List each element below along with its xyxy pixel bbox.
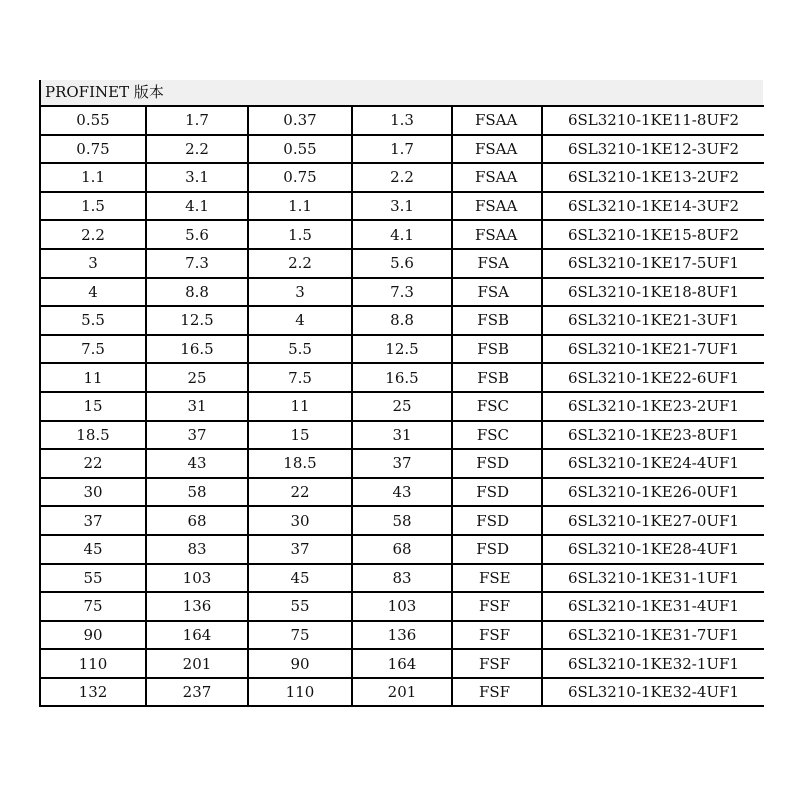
table-row — [40, 220, 764, 249]
rated-power-cell: 15 — [40, 392, 146, 421]
frame-size-cell: FSD — [452, 478, 542, 507]
power-low-overload-cell: 90 — [248, 649, 352, 678]
rated-current-cell: 4.1 — [146, 192, 248, 221]
current-low-overload-cell: 1.7 — [352, 135, 452, 164]
frame-size-cell: FSB — [452, 363, 542, 392]
frame-size-cell: FSD — [452, 506, 542, 535]
current-low-overload-cell: 58 — [352, 506, 452, 535]
order-number-cell: 6SL3210-1KE17-5UF1 — [542, 249, 764, 278]
order-number-cell: 6SL3210-1KE26-0UF1 — [542, 478, 764, 507]
table-row — [40, 392, 764, 421]
rated-current-cell: 2.2 — [146, 135, 248, 164]
frame-size-cell: FSAA — [452, 192, 542, 221]
table-row — [40, 535, 764, 564]
table-row — [40, 249, 764, 278]
current-low-overload-cell: 3.1 — [352, 192, 452, 221]
order-number-cell: 6SL3210-1KE22-6UF1 — [542, 363, 764, 392]
rated-power-cell: 2.2 — [40, 220, 146, 249]
rated-current-cell: 103 — [146, 564, 248, 593]
frame-size-cell: FSD — [452, 449, 542, 478]
table-row — [40, 564, 764, 593]
table-row — [40, 363, 764, 392]
power-low-overload-cell: 1.5 — [248, 220, 352, 249]
rated-current-cell: 237 — [146, 678, 248, 707]
power-low-overload-cell: 22 — [248, 478, 352, 507]
rated-current-cell: 3.1 — [146, 163, 248, 192]
rated-power-cell: 37 — [40, 506, 146, 535]
frame-size-cell: FSAA — [452, 106, 542, 135]
current-low-overload-cell: 37 — [352, 449, 452, 478]
rated-power-cell: 55 — [40, 564, 146, 593]
frame-size-cell: FSD — [452, 535, 542, 564]
frame-size-cell: FSF — [452, 621, 542, 650]
rated-current-cell: 83 — [146, 535, 248, 564]
rated-power-cell: 3 — [40, 249, 146, 278]
power-low-overload-cell: 0.55 — [248, 135, 352, 164]
power-low-overload-cell: 11 — [248, 392, 352, 421]
order-number-cell: 6SL3210-1KE31-1UF1 — [542, 564, 764, 593]
rated-power-cell: 75 — [40, 592, 146, 621]
frame-size-cell: FSA — [452, 249, 542, 278]
table-row — [40, 421, 764, 450]
current-low-overload-cell: 4.1 — [352, 220, 452, 249]
power-low-overload-cell: 37 — [248, 535, 352, 564]
current-low-overload-cell: 43 — [352, 478, 452, 507]
order-number-cell: 6SL3210-1KE11-8UF2 — [542, 106, 764, 135]
frame-size-cell: FSF — [452, 649, 542, 678]
current-low-overload-cell: 16.5 — [352, 363, 452, 392]
order-number-cell: 6SL3210-1KE27-0UF1 — [542, 506, 764, 535]
rated-power-cell: 1.5 — [40, 192, 146, 221]
order-number-cell: 6SL3210-1KE23-8UF1 — [542, 421, 764, 450]
rated-power-cell: 132 — [40, 678, 146, 707]
table-row — [40, 621, 764, 650]
table-row — [40, 592, 764, 621]
rated-current-cell: 68 — [146, 506, 248, 535]
power-low-overload-cell: 45 — [248, 564, 352, 593]
frame-size-cell: FSA — [452, 278, 542, 307]
rated-power-cell: 45 — [40, 535, 146, 564]
frame-size-cell: FSF — [452, 678, 542, 707]
order-number-cell: 6SL3210-1KE31-4UF1 — [542, 592, 764, 621]
current-low-overload-cell: 25 — [352, 392, 452, 421]
power-low-overload-cell: 7.5 — [248, 363, 352, 392]
rated-power-cell: 7.5 — [40, 335, 146, 364]
order-number-cell: 6SL3210-1KE31-7UF1 — [542, 621, 764, 650]
rated-power-cell: 0.55 — [40, 106, 146, 135]
power-low-overload-cell: 15 — [248, 421, 352, 450]
table-row — [40, 678, 764, 707]
table-body — [40, 106, 764, 706]
rated-power-cell: 1.1 — [40, 163, 146, 192]
current-low-overload-cell: 201 — [352, 678, 452, 707]
order-number-cell: 6SL3210-1KE32-1UF1 — [542, 649, 764, 678]
current-low-overload-cell: 68 — [352, 535, 452, 564]
rated-current-cell: 25 — [146, 363, 248, 392]
table-row — [40, 478, 764, 507]
order-number-cell: 6SL3210-1KE24-4UF1 — [542, 449, 764, 478]
order-number-cell: 6SL3210-1KE32-4UF1 — [542, 678, 764, 707]
table-title: PROFINET 版本 — [39, 80, 763, 105]
current-low-overload-cell: 164 — [352, 649, 452, 678]
current-low-overload-cell: 83 — [352, 564, 452, 593]
power-low-overload-cell: 55 — [248, 592, 352, 621]
frame-size-cell: FSE — [452, 564, 542, 593]
table-row — [40, 163, 764, 192]
order-number-cell: 6SL3210-1KE21-3UF1 — [542, 306, 764, 335]
current-low-overload-cell: 136 — [352, 621, 452, 650]
spec-table-container — [39, 80, 763, 707]
rated-current-cell: 37 — [146, 421, 248, 450]
table-row — [40, 135, 764, 164]
order-number-cell: 6SL3210-1KE28-4UF1 — [542, 535, 764, 564]
power-low-overload-cell: 0.75 — [248, 163, 352, 192]
rated-current-cell: 5.6 — [146, 220, 248, 249]
order-number-cell: 6SL3210-1KE14-3UF2 — [542, 192, 764, 221]
table-row — [40, 649, 764, 678]
power-low-overload-cell: 4 — [248, 306, 352, 335]
rated-current-cell: 136 — [146, 592, 248, 621]
power-low-overload-cell: 18.5 — [248, 449, 352, 478]
power-low-overload-cell: 1.1 — [248, 192, 352, 221]
order-number-cell: 6SL3210-1KE18-8UF1 — [542, 278, 764, 307]
rated-power-cell: 4 — [40, 278, 146, 307]
order-number-cell: 6SL3210-1KE13-2UF2 — [542, 163, 764, 192]
rated-current-cell: 7.3 — [146, 249, 248, 278]
table-row — [40, 449, 764, 478]
current-low-overload-cell: 31 — [352, 421, 452, 450]
power-low-overload-cell: 30 — [248, 506, 352, 535]
rated-current-cell: 31 — [146, 392, 248, 421]
frame-size-cell: FSAA — [452, 220, 542, 249]
power-low-overload-cell: 75 — [248, 621, 352, 650]
table-row — [40, 335, 764, 364]
current-low-overload-cell: 1.3 — [352, 106, 452, 135]
current-low-overload-cell: 2.2 — [352, 163, 452, 192]
power-low-overload-cell: 5.5 — [248, 335, 352, 364]
rated-power-cell: 30 — [40, 478, 146, 507]
rated-current-cell: 12.5 — [146, 306, 248, 335]
frame-size-cell: FSF — [452, 592, 542, 621]
rated-current-cell: 164 — [146, 621, 248, 650]
rated-power-cell: 18.5 — [40, 421, 146, 450]
power-low-overload-cell: 0.37 — [248, 106, 352, 135]
table-row — [40, 278, 764, 307]
frame-size-cell: FSB — [452, 306, 542, 335]
rated-power-cell: 11 — [40, 363, 146, 392]
order-number-cell: 6SL3210-1KE21-7UF1 — [542, 335, 764, 364]
frame-size-cell: FSAA — [452, 163, 542, 192]
current-low-overload-cell: 12.5 — [352, 335, 452, 364]
current-low-overload-cell: 5.6 — [352, 249, 452, 278]
current-low-overload-cell: 103 — [352, 592, 452, 621]
rated-current-cell: 201 — [146, 649, 248, 678]
rated-current-cell: 58 — [146, 478, 248, 507]
order-number-cell: 6SL3210-1KE23-2UF1 — [542, 392, 764, 421]
order-number-cell: 6SL3210-1KE12-3UF2 — [542, 135, 764, 164]
power-low-overload-cell: 110 — [248, 678, 352, 707]
rated-current-cell: 1.7 — [146, 106, 248, 135]
rated-current-cell: 43 — [146, 449, 248, 478]
power-low-overload-cell: 2.2 — [248, 249, 352, 278]
rated-power-cell: 110 — [40, 649, 146, 678]
current-low-overload-cell: 7.3 — [352, 278, 452, 307]
current-low-overload-cell: 8.8 — [352, 306, 452, 335]
rated-power-cell: 0.75 — [40, 135, 146, 164]
frame-size-cell: FSC — [452, 392, 542, 421]
table-row — [40, 306, 764, 335]
rated-current-cell: 8.8 — [146, 278, 248, 307]
table-row — [40, 106, 764, 135]
rated-power-cell: 90 — [40, 621, 146, 650]
order-number-cell: 6SL3210-1KE15-8UF2 — [542, 220, 764, 249]
rated-power-cell: 22 — [40, 449, 146, 478]
rated-current-cell: 16.5 — [146, 335, 248, 364]
frame-size-cell: FSB — [452, 335, 542, 364]
table-row — [40, 506, 764, 535]
spec-table — [39, 105, 764, 707]
power-low-overload-cell: 3 — [248, 278, 352, 307]
frame-size-cell: FSAA — [452, 135, 542, 164]
rated-power-cell: 5.5 — [40, 306, 146, 335]
frame-size-cell: FSC — [452, 421, 542, 450]
table-row — [40, 192, 764, 221]
